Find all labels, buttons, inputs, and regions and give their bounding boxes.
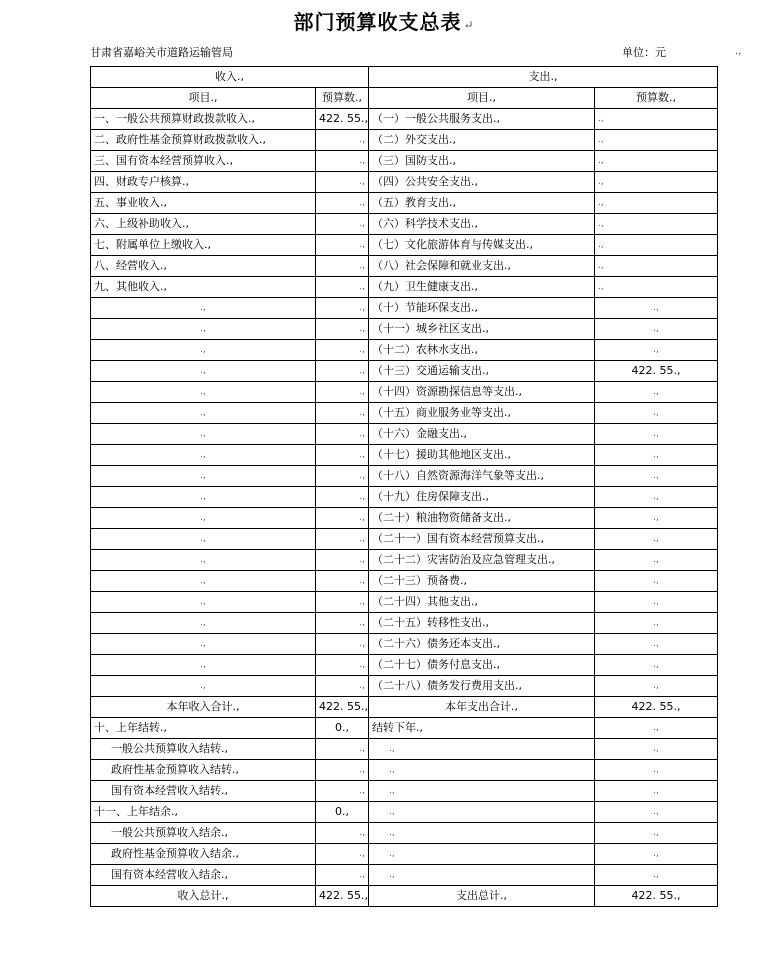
expense-item: （二十四）其他支出., bbox=[369, 592, 595, 613]
table-row bbox=[91, 634, 718, 655]
carryover-row bbox=[91, 781, 718, 802]
expense-item: （五）教育支出., bbox=[369, 193, 595, 214]
income-budget: 422. 55., bbox=[316, 109, 369, 130]
expense-item: （十五）商业服务业等支出., bbox=[369, 403, 595, 424]
table-row bbox=[91, 676, 718, 697]
carryover-expense-value: ., bbox=[595, 718, 718, 739]
income-item: ., bbox=[91, 424, 316, 445]
carryover-expense-value: ., bbox=[595, 760, 718, 781]
income-item: ., bbox=[91, 445, 316, 466]
income-budget: ., bbox=[316, 487, 369, 508]
expense-item: （二十七）债务付息支出., bbox=[369, 655, 595, 676]
carryover-row bbox=[91, 802, 718, 823]
grand-total-row bbox=[91, 886, 718, 907]
expense-item: （十九）住房保障支出., bbox=[369, 487, 595, 508]
carryover-income-value: ., bbox=[316, 781, 369, 802]
income-budget: ., bbox=[316, 655, 369, 676]
carryover-row bbox=[91, 823, 718, 844]
expense-item: （八）社会保障和就业支出., bbox=[369, 256, 595, 277]
carryover-income-item: 国有资本经营收入结余., bbox=[91, 865, 316, 886]
unit-label: 单位：元 bbox=[622, 46, 666, 59]
carryover-income-value: ., bbox=[316, 865, 369, 886]
carryover-row bbox=[91, 760, 718, 781]
table-row bbox=[91, 109, 718, 130]
income-section-header: 收入., bbox=[91, 67, 369, 88]
income-budget: ., bbox=[316, 382, 369, 403]
carryover-income-item: 十一、上年结余., bbox=[91, 802, 316, 823]
expense-budget: ., bbox=[595, 445, 718, 466]
expense-item-header: 项目., bbox=[369, 88, 595, 109]
income-budget: ., bbox=[316, 256, 369, 277]
expense-item: （十二）农林水支出., bbox=[369, 340, 595, 361]
cell-end-mark: ., bbox=[735, 46, 742, 57]
income-item: ., bbox=[91, 466, 316, 487]
income-item: ., bbox=[91, 403, 316, 424]
income-item: ., bbox=[91, 634, 316, 655]
carryover-expense-value: ., bbox=[595, 802, 718, 823]
expense-budget: ., bbox=[595, 655, 718, 676]
expense-item: （十八）自然资源海洋气象等支出., bbox=[369, 466, 595, 487]
income-item: 九、其他收入., bbox=[91, 277, 316, 298]
table-row bbox=[91, 235, 718, 256]
expense-budget: ., bbox=[595, 214, 718, 235]
income-budget: ., bbox=[316, 634, 369, 655]
income-item: ., bbox=[91, 298, 316, 319]
table-row bbox=[91, 508, 718, 529]
table-row bbox=[91, 424, 718, 445]
income-item: ., bbox=[91, 319, 316, 340]
expense-budget: ., bbox=[595, 403, 718, 424]
table-row bbox=[91, 319, 718, 340]
expense-budget: ., bbox=[595, 235, 718, 256]
grand-income-value: 422. 55., bbox=[316, 886, 369, 907]
carryover-expense-value: ., bbox=[595, 844, 718, 865]
expense-budget: 422. 55., bbox=[595, 361, 718, 382]
income-item-header: 项目., bbox=[91, 88, 316, 109]
table-row bbox=[91, 277, 718, 298]
expense-item: （二十六）债务还本支出., bbox=[369, 634, 595, 655]
table-row bbox=[91, 571, 718, 592]
carryover-income-value: 0., bbox=[316, 802, 369, 823]
table-row bbox=[91, 256, 718, 277]
income-budget: ., bbox=[316, 403, 369, 424]
carryover-expense-value: ., bbox=[595, 739, 718, 760]
income-item: ., bbox=[91, 676, 316, 697]
expense-budget: ., bbox=[595, 508, 718, 529]
carryover-income-item: 一般公共预算收入结转., bbox=[91, 739, 316, 760]
carryover-row bbox=[91, 718, 718, 739]
grand-expense-value: 422. 55., bbox=[595, 886, 718, 907]
section-header-row bbox=[91, 67, 718, 88]
expense-budget: ., bbox=[595, 151, 718, 172]
expense-item: （七）文化旅游体育与传媒支出., bbox=[369, 235, 595, 256]
expense-item: （一）一般公共服务支出., bbox=[369, 109, 595, 130]
expense-budget: ., bbox=[595, 382, 718, 403]
expense-budget: ., bbox=[595, 277, 718, 298]
income-item: 八、经营收入., bbox=[91, 256, 316, 277]
carryover-expense-item: ., bbox=[369, 802, 595, 823]
carryover-income-item: 国有资本经营收入结转., bbox=[91, 781, 316, 802]
income-item: ., bbox=[91, 571, 316, 592]
income-budget: ., bbox=[316, 277, 369, 298]
table-row bbox=[91, 592, 718, 613]
expense-budget: ., bbox=[595, 550, 718, 571]
expense-item: （十七）援助其他地区支出., bbox=[369, 445, 595, 466]
income-budget: ., bbox=[316, 571, 369, 592]
income-budget: ., bbox=[316, 445, 369, 466]
income-budget: ., bbox=[316, 340, 369, 361]
expense-item: （六）科学技术支出., bbox=[369, 214, 595, 235]
carryover-expense-value: ., bbox=[595, 781, 718, 802]
expense-item: （十六）金融支出., bbox=[369, 424, 595, 445]
budget-summary-table bbox=[90, 66, 718, 907]
income-item: 一、一般公共预算财政拨款收入., bbox=[91, 109, 316, 130]
year-total-row bbox=[91, 697, 718, 718]
expense-budget: ., bbox=[595, 466, 718, 487]
expense-budget: ., bbox=[595, 193, 718, 214]
expense-item: （二十）粮油物资储备支出., bbox=[369, 508, 595, 529]
income-item: 二、政府性基金预算财政拨款收入., bbox=[91, 130, 316, 151]
income-budget: ., bbox=[316, 361, 369, 382]
income-item: ., bbox=[91, 340, 316, 361]
table-row bbox=[91, 193, 718, 214]
expense-budget-header: 预算数., bbox=[595, 88, 718, 109]
income-budget: ., bbox=[316, 235, 369, 256]
income-budget: ., bbox=[316, 172, 369, 193]
carryover-row bbox=[91, 865, 718, 886]
carryover-expense-item: ., bbox=[369, 781, 595, 802]
expense-budget: ., bbox=[595, 298, 718, 319]
income-budget: ., bbox=[316, 319, 369, 340]
expense-item: （三）国防支出., bbox=[369, 151, 595, 172]
income-item: 七、附属单位上缴收入., bbox=[91, 235, 316, 256]
title-text: 部门预算收支总表 bbox=[293, 10, 462, 34]
expense-budget: ., bbox=[595, 571, 718, 592]
income-budget: ., bbox=[316, 466, 369, 487]
income-budget: ., bbox=[316, 676, 369, 697]
income-item: 三、国有资本经营预算收入., bbox=[91, 151, 316, 172]
income-item: ., bbox=[91, 361, 316, 382]
income-item: ., bbox=[91, 592, 316, 613]
expense-budget: ., bbox=[595, 529, 718, 550]
income-budget: ., bbox=[316, 592, 369, 613]
expense-budget: ., bbox=[595, 424, 718, 445]
carryover-income-value: ., bbox=[316, 760, 369, 781]
income-item: 五、事业收入., bbox=[91, 193, 316, 214]
table-row bbox=[91, 214, 718, 235]
carryover-income-item: 政府性基金预算收入结转., bbox=[91, 760, 316, 781]
expense-item: （二十八）债务发行费用支出., bbox=[369, 676, 595, 697]
expense-item: （十一）城乡社区支出., bbox=[369, 319, 595, 340]
expense-item: （二十三）预备费., bbox=[369, 571, 595, 592]
income-budget: ., bbox=[316, 508, 369, 529]
expense-item: （二）外交支出., bbox=[369, 130, 595, 151]
expense-budget: ., bbox=[595, 319, 718, 340]
expense-budget: ., bbox=[595, 634, 718, 655]
table-row bbox=[91, 340, 718, 361]
grand-income-label: 收入总计., bbox=[91, 886, 316, 907]
expense-budget: ., bbox=[595, 592, 718, 613]
income-budget: ., bbox=[316, 424, 369, 445]
expense-item: （二十五）转移性支出., bbox=[369, 613, 595, 634]
expense-budget: ., bbox=[595, 109, 718, 130]
expense-budget: ., bbox=[595, 172, 718, 193]
carryover-expense-value: ., bbox=[595, 823, 718, 844]
expense-item: （二十二）灾害防治及应急管理支出., bbox=[369, 550, 595, 571]
table-row bbox=[91, 403, 718, 424]
expense-budget: ., bbox=[595, 487, 718, 508]
table-row bbox=[91, 466, 718, 487]
income-budget: ., bbox=[316, 529, 369, 550]
table-row bbox=[91, 172, 718, 193]
income-item: 六、上级补助收入., bbox=[91, 214, 316, 235]
income-budget: ., bbox=[316, 613, 369, 634]
income-item: ., bbox=[91, 508, 316, 529]
expense-item: （九）卫生健康支出., bbox=[369, 277, 595, 298]
income-item: ., bbox=[91, 613, 316, 634]
income-item: ., bbox=[91, 655, 316, 676]
carryover-expense-item: ., bbox=[369, 760, 595, 781]
income-budget: ., bbox=[316, 193, 369, 214]
organization-name: 甘肃省嘉峪关市道路运输管局 bbox=[90, 46, 233, 59]
table-row bbox=[91, 613, 718, 634]
income-item: ., bbox=[91, 550, 316, 571]
income-budget: ., bbox=[316, 550, 369, 571]
income-budget: ., bbox=[316, 214, 369, 235]
income-budget-header: 预算数., bbox=[316, 88, 369, 109]
carryover-expense-item: ., bbox=[369, 865, 595, 886]
income-item: 四、财政专户核算., bbox=[91, 172, 316, 193]
table-row bbox=[91, 487, 718, 508]
carryover-income-value: 0., bbox=[316, 718, 369, 739]
carryover-row bbox=[91, 844, 718, 865]
expense-budget: ., bbox=[595, 613, 718, 634]
income-item: ., bbox=[91, 529, 316, 550]
table-row bbox=[91, 130, 718, 151]
carryover-expense-value: ., bbox=[595, 865, 718, 886]
income-budget: ., bbox=[316, 298, 369, 319]
expense-item: （二十一）国有资本经营预算支出., bbox=[369, 529, 595, 550]
table-row bbox=[91, 655, 718, 676]
expense-section-header: 支出., bbox=[369, 67, 718, 88]
year-income-total-label: 本年收入合计., bbox=[91, 697, 316, 718]
carryover-row bbox=[91, 739, 718, 760]
expense-budget: ., bbox=[595, 256, 718, 277]
year-income-total-value: 422. 55., bbox=[316, 697, 369, 718]
table-row bbox=[91, 550, 718, 571]
expense-budget: ., bbox=[595, 676, 718, 697]
paragraph-mark: ↵ bbox=[463, 18, 475, 32]
expense-budget: ., bbox=[595, 130, 718, 151]
grand-expense-label: 支出总计., bbox=[369, 886, 595, 907]
page-title bbox=[0, 6, 768, 35]
table-row bbox=[91, 529, 718, 550]
table-row bbox=[91, 382, 718, 403]
table-row bbox=[91, 361, 718, 382]
expense-item: （四）公共安全支出., bbox=[369, 172, 595, 193]
carryover-expense-item: ., bbox=[369, 823, 595, 844]
carryover-income-value: ., bbox=[316, 844, 369, 865]
table-row bbox=[91, 445, 718, 466]
income-budget: ., bbox=[316, 130, 369, 151]
column-header-row bbox=[91, 88, 718, 109]
carryover-income-item: 十、上年结转., bbox=[91, 718, 316, 739]
income-budget: ., bbox=[316, 151, 369, 172]
expense-item: （十四）资源勘探信息等支出., bbox=[369, 382, 595, 403]
expense-budget: ., bbox=[595, 340, 718, 361]
carryover-income-item: 一般公共预算收入结余., bbox=[91, 823, 316, 844]
carryover-income-item: 政府性基金预算收入结余., bbox=[91, 844, 316, 865]
income-item: ., bbox=[91, 382, 316, 403]
carryover-income-value: ., bbox=[316, 823, 369, 844]
carryover-income-value: ., bbox=[316, 739, 369, 760]
table-row bbox=[91, 151, 718, 172]
carryover-expense-item: 结转下年., bbox=[369, 718, 595, 739]
table-row bbox=[91, 298, 718, 319]
year-expense-total-label: 本年支出合计., bbox=[369, 697, 595, 718]
income-item: ., bbox=[91, 487, 316, 508]
expense-item: （十）节能环保支出., bbox=[369, 298, 595, 319]
carryover-expense-item: ., bbox=[369, 739, 595, 760]
expense-item: （十三）交通运输支出., bbox=[369, 361, 595, 382]
carryover-expense-item: ., bbox=[369, 844, 595, 865]
year-expense-total-value: 422. 55., bbox=[595, 697, 718, 718]
